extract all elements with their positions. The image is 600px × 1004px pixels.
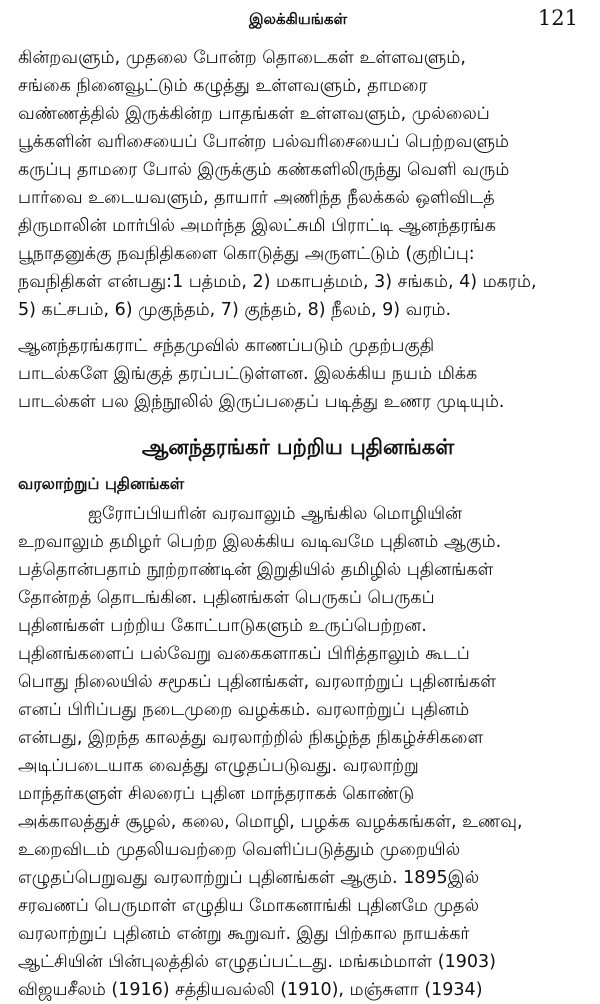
text-line: எனப் பிரிப்பது நடைமுறை வழக்கம். வரலாற்றுப் புதினம் <box>18 700 470 720</box>
text-line: பாடல்கள் பல இந்நூலில் இருப்பதைப் படித்து உணர முடியும். <box>18 392 505 412</box>
text-line: பூநாதனுக்கு நவநிதிகளை கொடுத்து அருளட்டும் (குறிப்பு: <box>18 244 475 264</box>
paragraph-historical-novels <box>18 500 578 1004</box>
page-number: 121 <box>537 6 578 30</box>
text-line: விஜயசீலம் (1916) சத்தியவல்லி (1910), மஞ்சுளா (1934) <box>18 980 483 1000</box>
text-line: திருமாலின் மார்பில் அமர்ந்த இலட்சுமி பிராட்டி ஆனந்தரங்க <box>18 216 496 236</box>
text-line: ஆட்சியின் பின்புலத்தில் எழுதப்பட்டது. மங்கம்மாள் (1903) <box>18 952 496 972</box>
text-line: நவநிதிகள் என்பது:1 பத்மம், 2) மகாபத்மம், 3) சங்கம், 4) மகரம், <box>18 272 537 292</box>
running-title: இலக்கியங்கள் <box>248 10 348 28</box>
text-line: புதினங்கள் பற்றிய கோட்பாடுகளும் உருப்பெற்றன. <box>18 616 427 636</box>
text-line: ஆனந்தரங்கராட் சந்தமுவில் காணப்படும் முதற்பகுதி <box>18 336 435 356</box>
section-heading: ஆனந்தரங்கர் பற்றிய புதினங்கள் <box>141 435 455 459</box>
text-line: எழுதப்பெறுவது வரலாற்றுப் புதினங்கள் ஆகும். 1895இல் <box>18 868 480 888</box>
text-line: வரலாற்றுப் புதினம் என்று கூறுவர். இது பிற்கால நாயக்கர் <box>18 924 470 944</box>
paragraph-continued <box>18 44 578 324</box>
text-line: தோன்றத் தொடங்கின. புதினங்கள் பெருகப் பெருகப் <box>18 588 435 608</box>
text-line: கின்றவளும், முதலை போன்ற தொடைகள் உள்ளவளும், <box>18 48 466 68</box>
text-line: உறைவிடம் முதலியவற்றை வெளிப்படுத்தும் முறையில் <box>18 840 461 860</box>
text-line: என்பது, இறந்த காலத்து வரலாற்றில் நிகழ்ந்த நிகழ்ச்சிகளை <box>18 728 484 748</box>
text-line: வண்ணத்தில் இருக்கின்ற பாதங்கள் உள்ளவளும், முல்லைப் <box>18 104 490 124</box>
paragraph-gap <box>18 324 578 332</box>
text-line: அக்காலத்துச் சூழல், கலை, மொழி, பழக்க வழக்கங்கள், உணவு, <box>18 812 523 832</box>
subsection-heading: வரலாற்றுப் புதினங்கள் <box>18 474 185 493</box>
running-head <box>18 0 578 44</box>
text-line: கருப்பு தாமரை போல் இருக்கும் கண்களிலிருந்து வெளி வரும் <box>18 160 510 180</box>
text-line: உறவாலும் தமிழர் பெற்ற இலக்கிய வடிவமே புதினம் ஆகும். <box>18 532 502 552</box>
text-line: 5) கட்சபம், 6) முகுந்தம், 7) குந்தம், 8) நீலம், 9) வரம். <box>18 300 452 320</box>
text-line: சங்கை நினைவூட்டும் கழுத்து உள்ளவளும், தாமரை <box>18 76 428 96</box>
text-line: பத்தொன்பதாம் நூற்றாண்டின் இறுதியில் தமிழில் புதினங்கள் <box>18 560 494 580</box>
text-line: புதினங்களைப் பல்வேறு வகைகளாகப் பிரித்தாலும் கூடப் <box>18 644 470 664</box>
text-line: அடிப்படையாக வைத்து எழுதப்படுவது. வரலாற்று <box>18 756 419 776</box>
text-line: பொது நிலையில் சமூகப் புதினங்கள், வரலாற்றுப் புதினங்கள் <box>18 672 497 692</box>
text-line: ஐரோப்பியரின் வரவாலும் ஆங்கில மொழியின் <box>88 504 463 524</box>
paragraph-second <box>18 332 578 416</box>
text-line: பார்வை உடையவளும், தாயார் அணிந்த நீலக்கல் ஒளிவிடத் <box>18 188 495 208</box>
text-line: மாந்தர்களுள் சிலரைப் புதின மாந்தராகக் கொண்டு <box>18 784 415 804</box>
text-line: பூக்களின் வரிசையைப் போன்ற பல்வரிசையைப் பெற்றவளும் <box>18 132 510 152</box>
text-line: பாடல்களே இங்குத் தரப்பட்டுள்ளன. இலக்கிய நயம் மிக்க <box>18 364 478 384</box>
text-line: சரவணப் பெருமாள் எழுதிய மோகனாங்கி புதினமே முதல் <box>18 896 479 916</box>
